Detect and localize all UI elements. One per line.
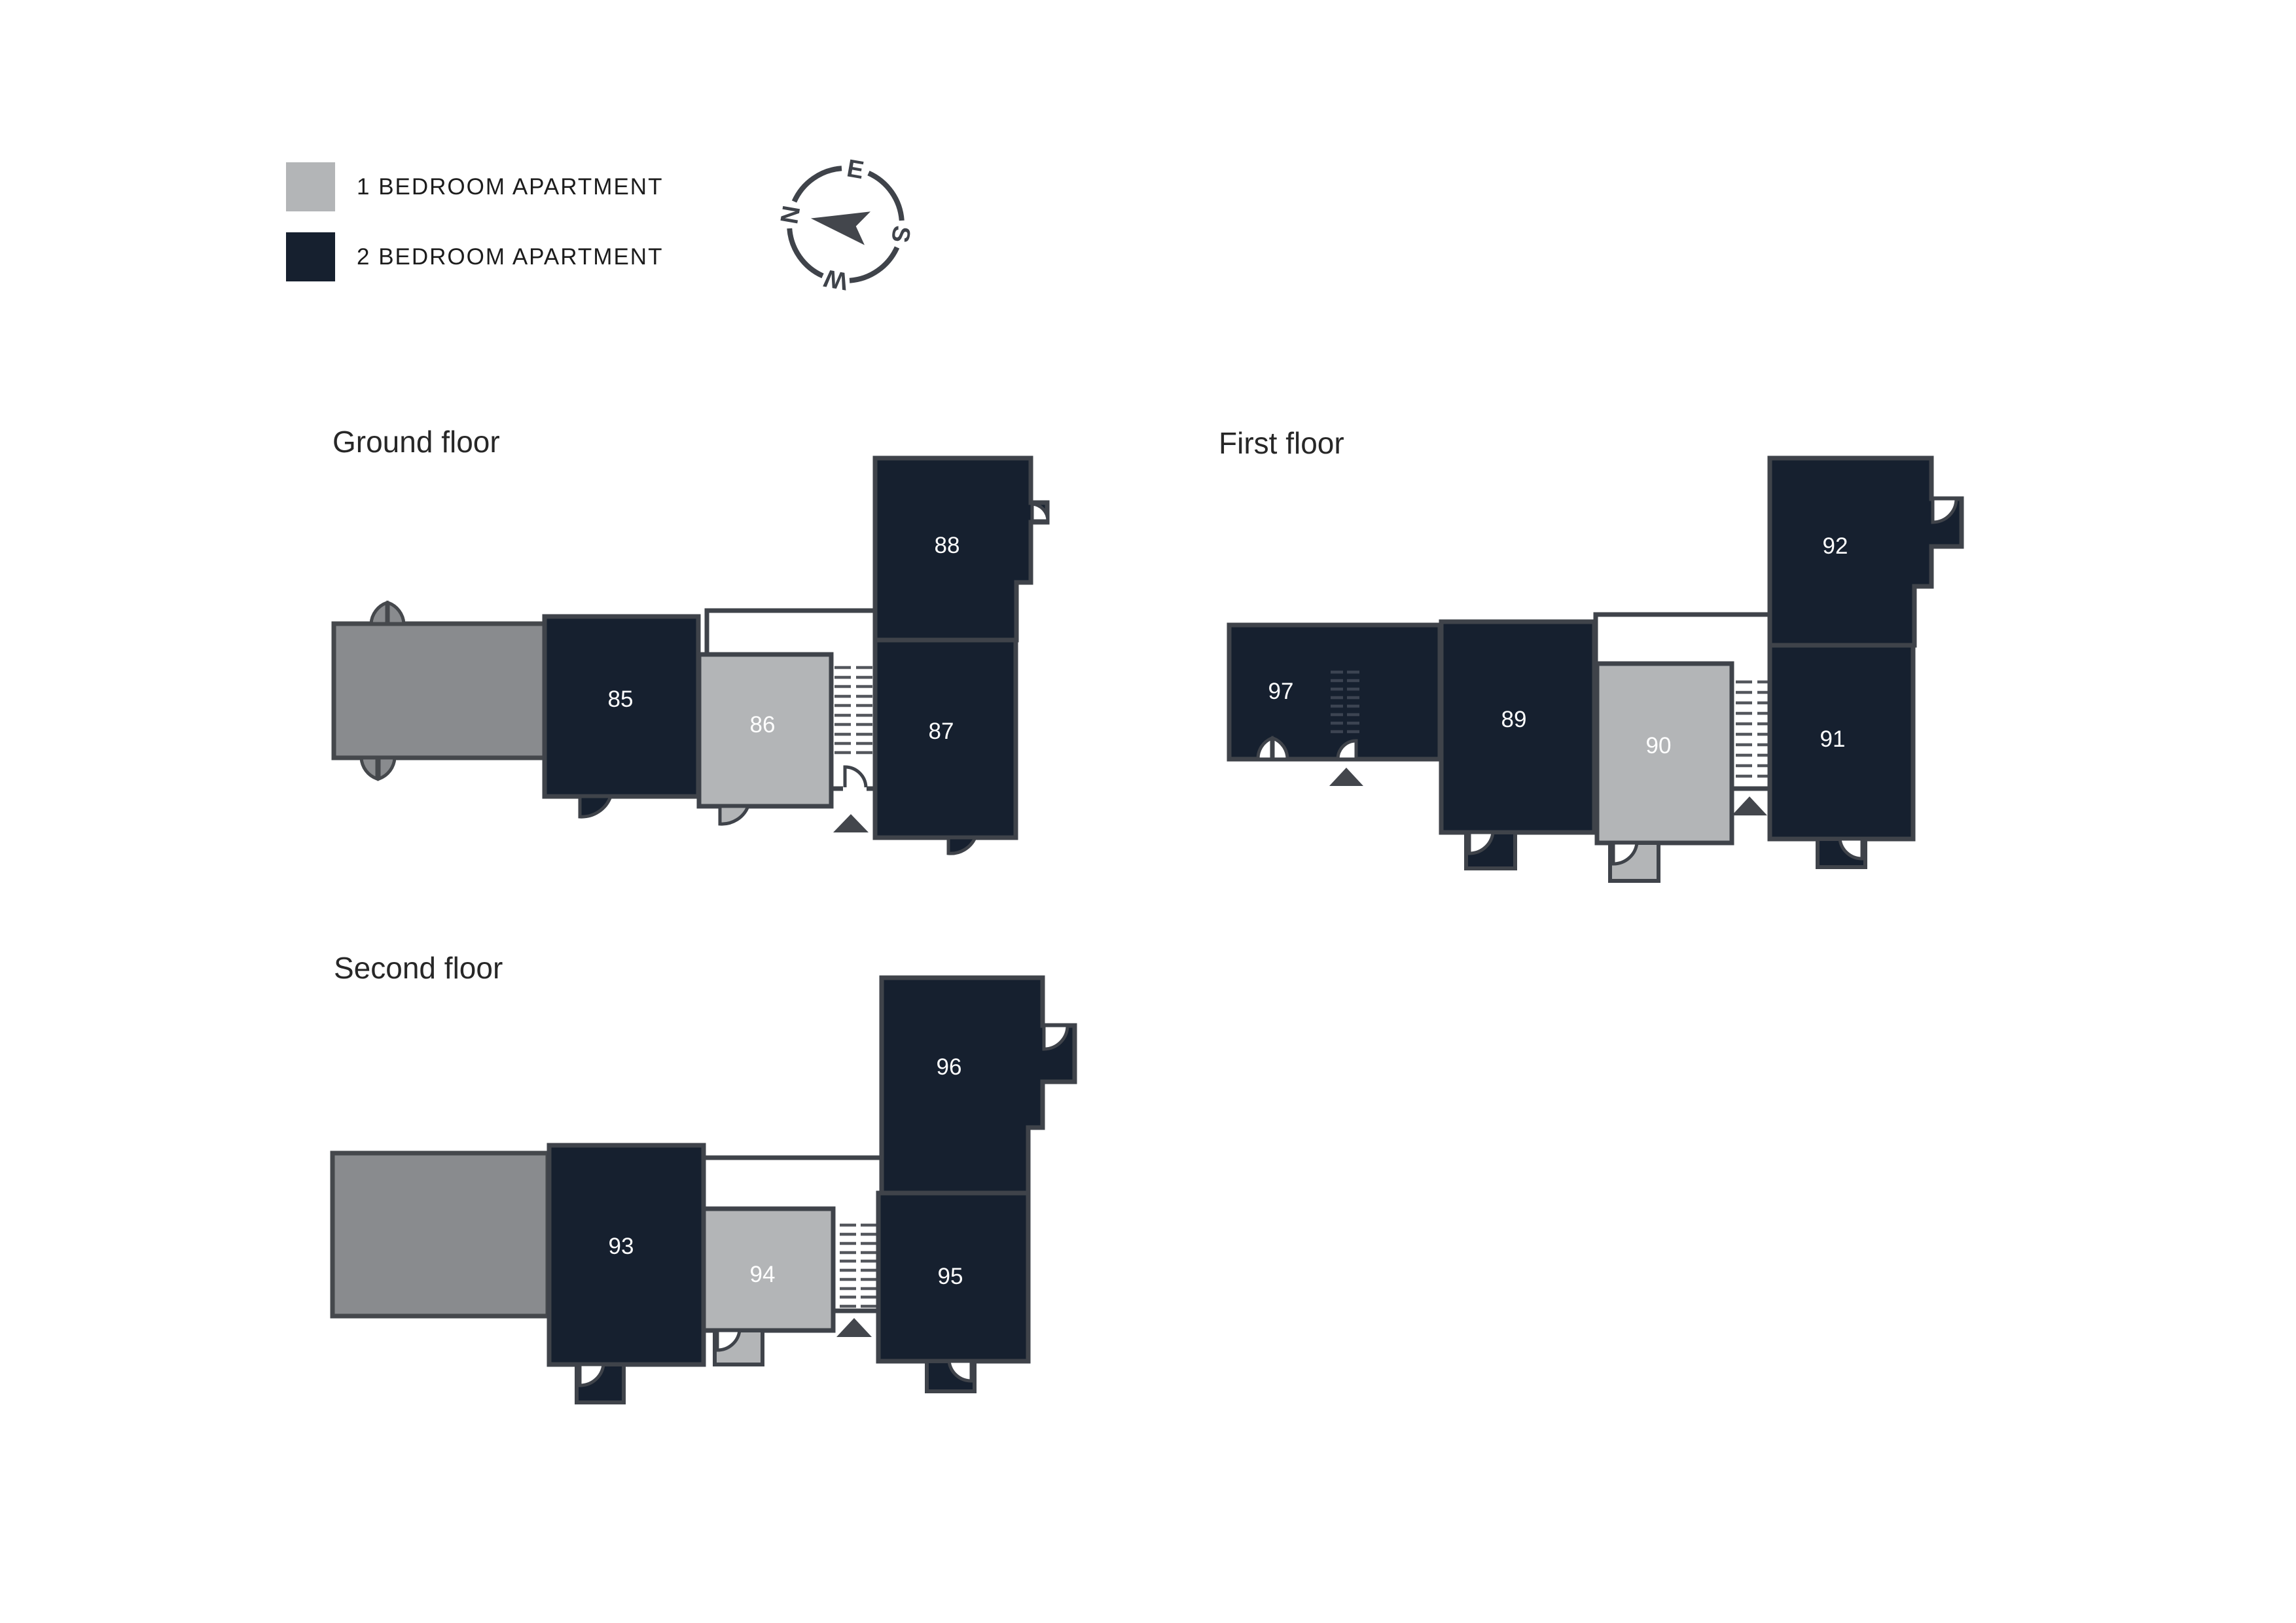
- unit-label-85: 85: [607, 687, 634, 712]
- legend-label-2-bedroom: 2 BEDROOM APARTMENT: [357, 243, 664, 270]
- legend-swatch-2-bedroom: [286, 232, 335, 281]
- door-swing-icon-85: [580, 796, 611, 817]
- core-block-second: [332, 1153, 548, 1316]
- double-door-icon-core-top: [371, 603, 404, 624]
- compass-letter-e: E: [844, 154, 866, 185]
- floor-plan-first: [1211, 393, 2016, 903]
- legend-item-1-bedroom: [286, 162, 663, 211]
- unit-label-86: 86: [749, 712, 776, 738]
- unit-label-96: 96: [936, 1054, 962, 1080]
- unit-92: [1770, 458, 1962, 645]
- floor-title-second: Second floor: [334, 951, 503, 985]
- entrance-arrow-icon-first: [1732, 796, 1767, 815]
- core-block-ground: [334, 624, 545, 758]
- unit-label-93: 93: [608, 1234, 634, 1259]
- door-swing-icon-87: [948, 838, 975, 853]
- entrance-arrow-icon-second: [836, 1318, 872, 1337]
- entrance-arrow-icon-ground: [833, 814, 869, 832]
- legend-swatch-1-bedroom: [286, 162, 335, 211]
- unit-88: [875, 458, 1047, 640]
- unit-label-87: 87: [928, 719, 954, 744]
- unit-96: [882, 978, 1075, 1193]
- unit-label-92: 92: [1822, 533, 1848, 559]
- unit-97: [1229, 625, 1440, 759]
- legend-label-1-bedroom: 1 BEDROOM APARTMENT: [357, 173, 664, 200]
- unit-label-88: 88: [934, 533, 960, 558]
- unit-label-91: 91: [1820, 726, 1846, 752]
- unit-label-94: 94: [749, 1262, 776, 1287]
- compass-letter-w: W: [821, 263, 850, 295]
- door-swing-icon-86: [720, 806, 748, 824]
- compass-letter-n: N: [776, 204, 806, 226]
- entrance-arrow-icon-97: [1329, 768, 1363, 786]
- unit-label-95: 95: [937, 1264, 963, 1289]
- double-door-icon-core-bottom: [361, 758, 395, 779]
- unit-label-97: 97: [1268, 679, 1294, 704]
- unit-label-89: 89: [1501, 707, 1527, 732]
- unit-label-90: 90: [1645, 733, 1672, 758]
- compass-rose-icon: [767, 146, 924, 303]
- floor-plan-ground: [314, 393, 1086, 883]
- compass-letter-s: S: [885, 223, 916, 245]
- compass-needle-icon: [808, 202, 870, 245]
- floor-plan-second: [314, 936, 1119, 1446]
- legend-item-2-bedroom: [286, 232, 663, 281]
- floor-title-first: First floor: [1219, 426, 1344, 460]
- legend: [286, 162, 663, 302]
- floor-title-ground: Ground floor: [332, 425, 500, 459]
